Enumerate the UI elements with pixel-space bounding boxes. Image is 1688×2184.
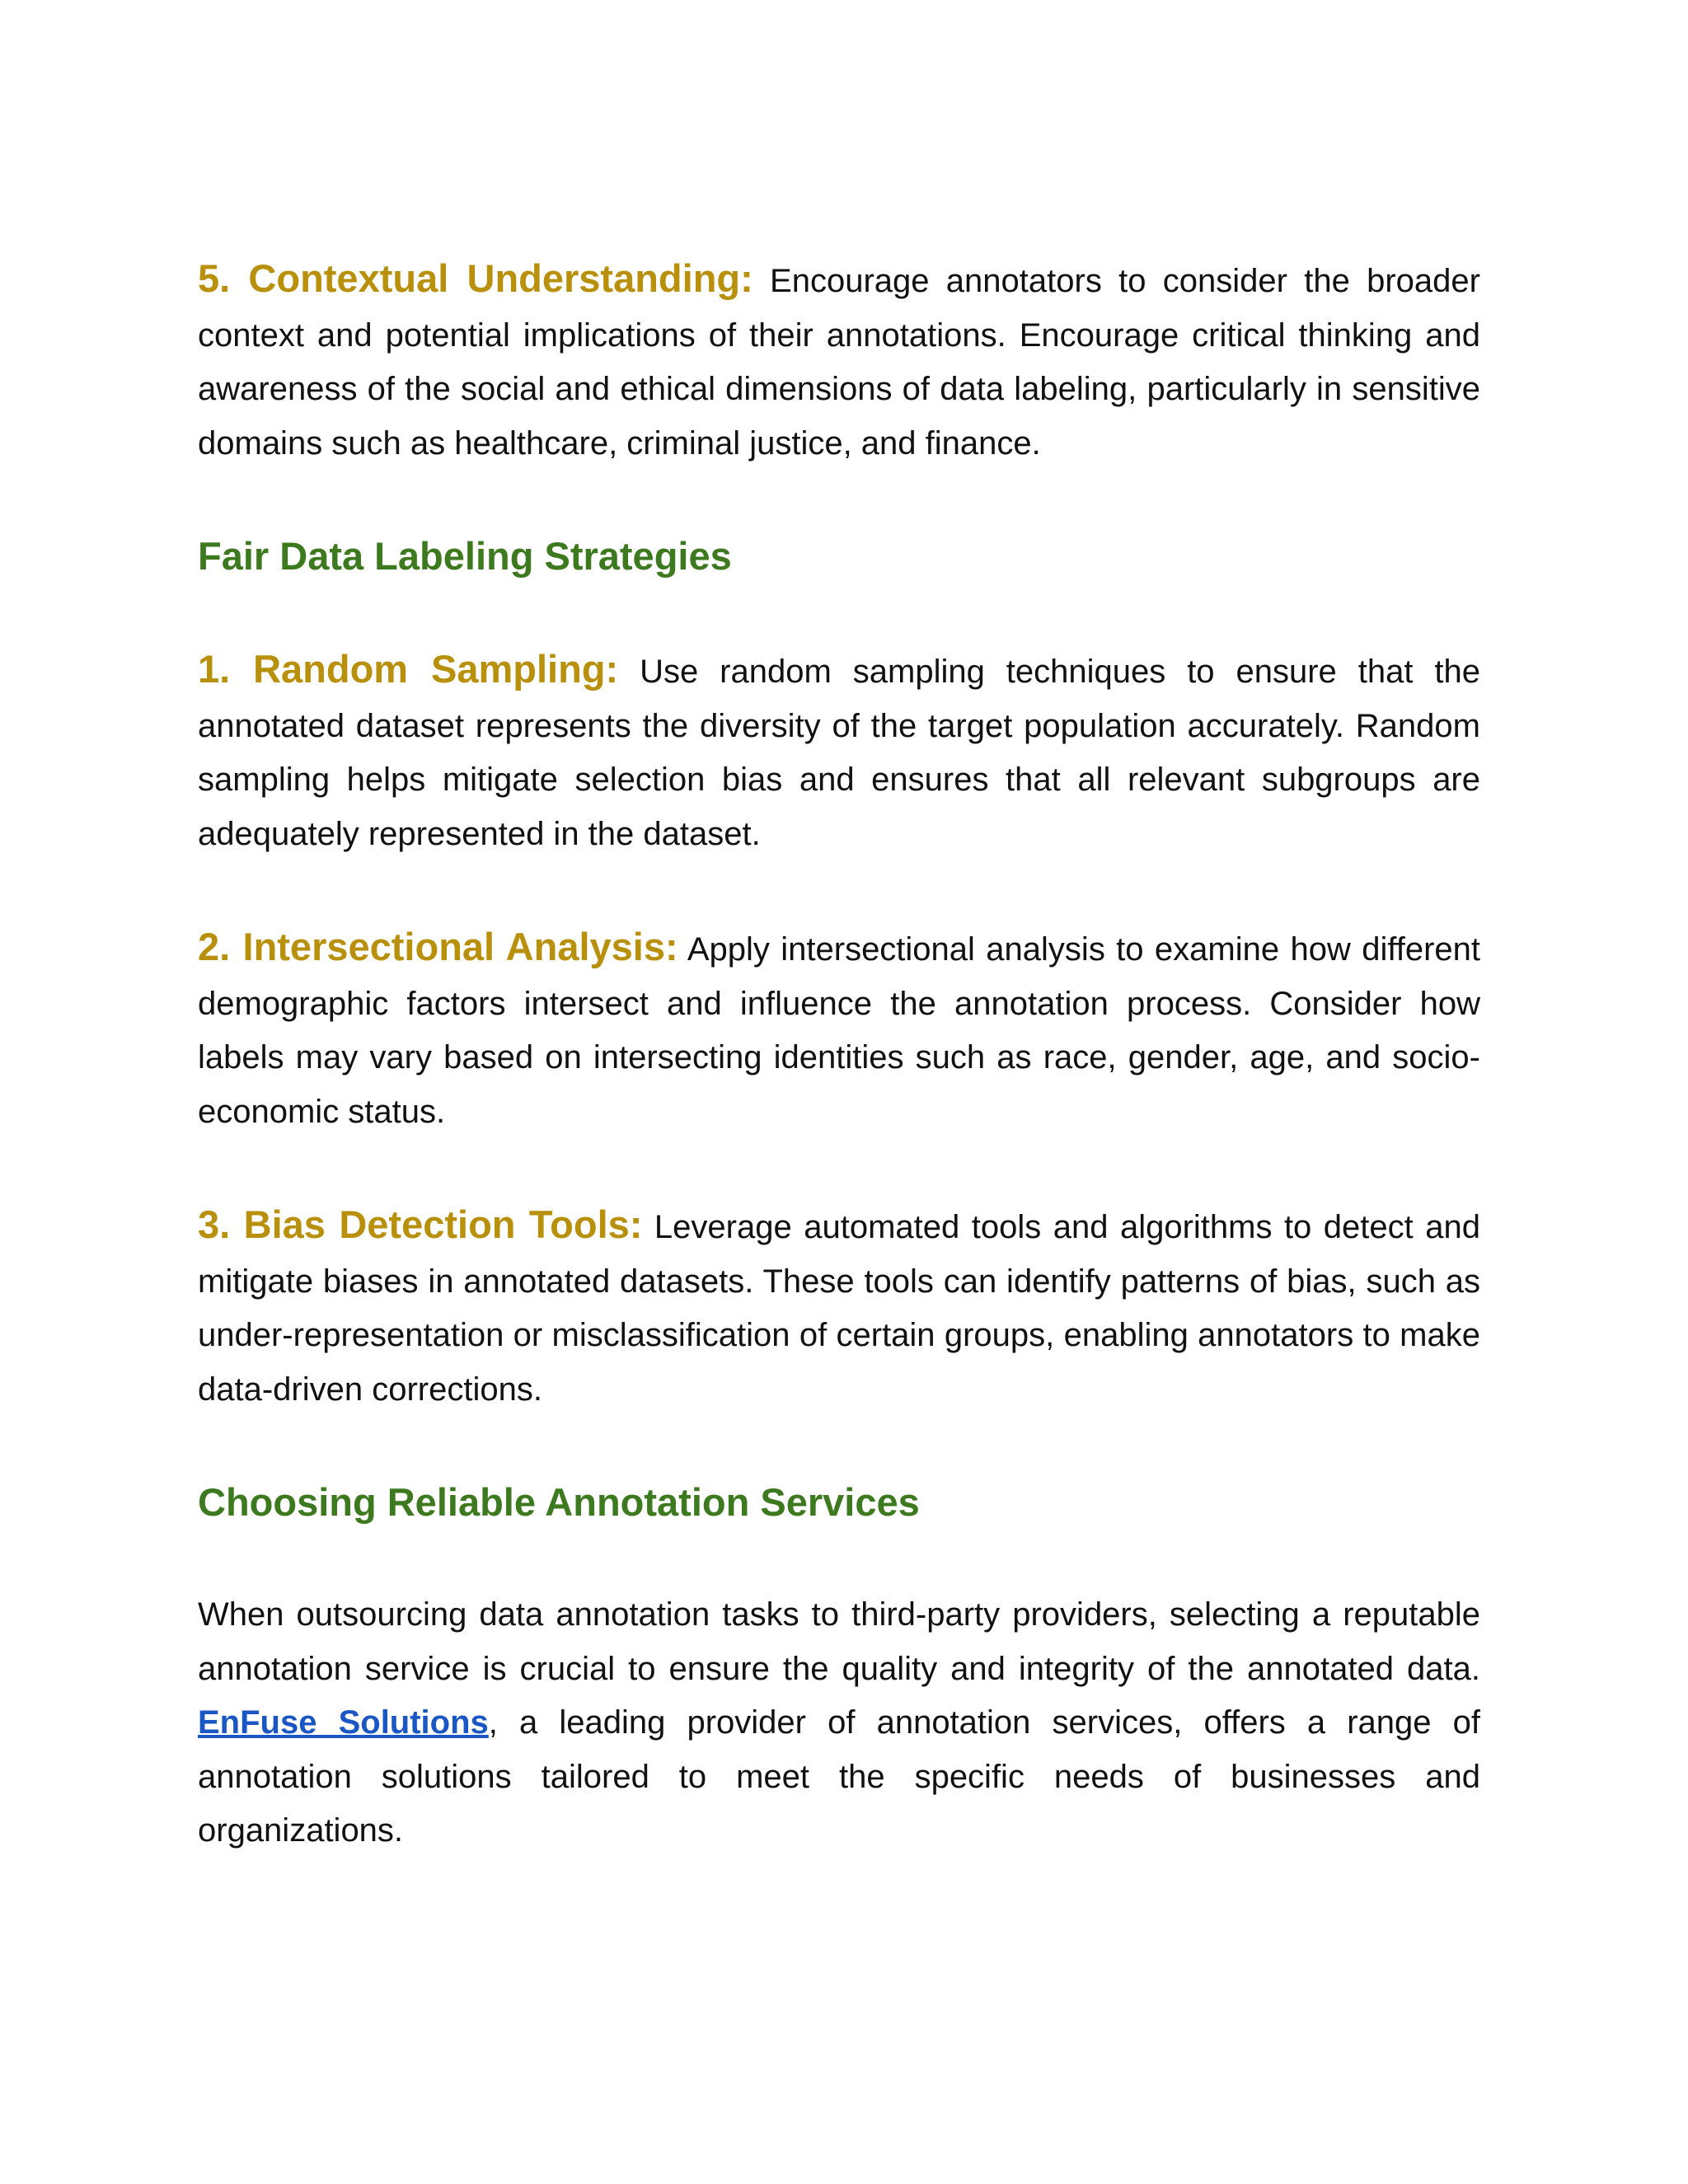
item-text: Apply intersectional analysis to examine how different demographic factors intersect and influence the annotation process. Consider how labels may vary based on intersecting identities such as race, gender, age, and socio-economic status. [198,931,1481,1130]
document-page [198,251,1480,1858]
item-lead: 5. Contextual Understanding: [198,256,753,300]
enfuse-solutions-link[interactable]: EnFuse Solutions [198,1704,489,1741]
section-heading-fair-data-labeling: Fair Data Labeling Strategies [198,534,732,578]
item-lead: 3. Bias Detection Tools: [198,1202,643,1246]
item-intersectional-analysis [198,920,1480,1139]
item-contextual-understanding [198,251,1480,471]
item-text: Leverage automated tools and algorithms to detect and mitigate biases in annotated datasets. These tools can identify patterns of bias, such as under-representation or misclassification of certain groups, enabling annotators to make data-driven corrections. [198,1209,1480,1408]
item-text: Encourage annotators to consider the broader context and potential implications of their annotations. Encourage critical thinking and awareness of the social and ethical dimensions of data labeling, particularly in sensitive domains such as healthcare, criminal justice, and finance. [198,263,1480,462]
item-text: Use random sampling techniques to ensure that the annotated dataset represents the diversity of the target population accurately. Random sampling helps mitigate selection bias and ensures that all relevant subgroups are adequately represented in the dataset. [198,654,1480,852]
section-heading-choosing-annotation-services: Choosing Reliable Annotation Services [198,1480,920,1524]
item-lead: 1. Random Sampling: [198,647,619,691]
item-bias-detection-tools [198,1197,1480,1417]
item-lead: 2. Intersectional Analysis: [198,925,678,968]
paragraph-text-after-link: , a leading provider of annotation services, offers a range of annotation solutions tailored to meet the specific needs of businesses and organizations. [198,1704,1480,1849]
paragraph-text-before-link: When outsourcing data annotation tasks to third-party providers, selecting a reputable annotation service is crucial to ensure the quality and integrity of the annotated data. [198,1596,1480,1687]
item-random-sampling [198,642,1480,861]
paragraph-annotation-services [198,1588,1480,1858]
